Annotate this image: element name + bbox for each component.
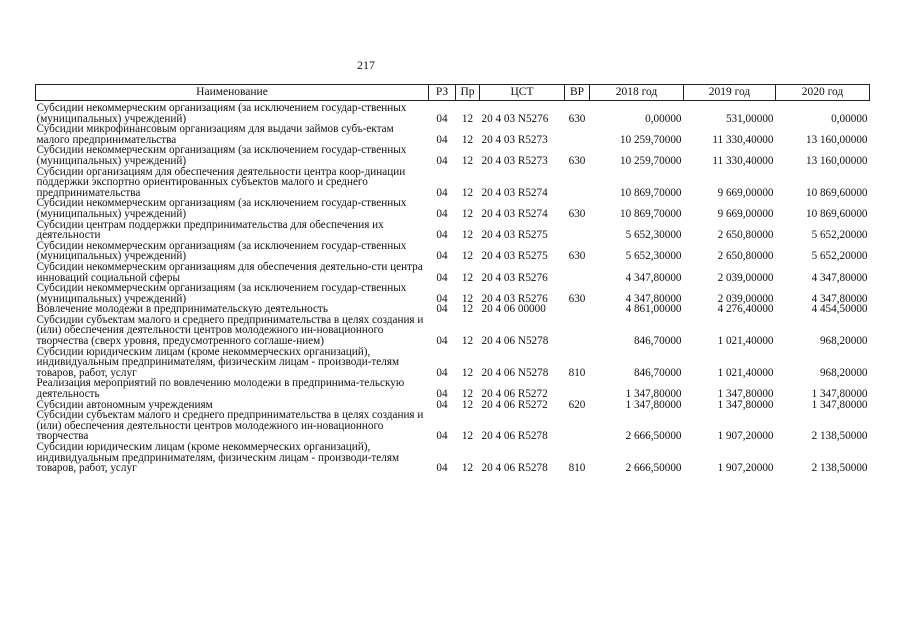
row-rz: 04 [436,133,448,146]
row-2020: 2 138,50000 [811,430,868,443]
row-name: Субсидии юридическим лицам (кроме некоммерческих организаций), индивидуальным предпринимателям, физическим лицам - производи-телям товаров, работ, услуг [36,345,400,379]
row-vr: 810 [568,366,586,379]
row-2019: 2 650,80000 [717,229,774,242]
row-vr [565,378,590,399]
row-pr: 12 [461,154,474,167]
table-row [36,241,870,262]
row-2018: 1 347,80000 [625,388,682,401]
row-2019: 1 347,80000 [717,398,774,411]
row-vr [565,315,590,347]
row-2020: 968,20000 [819,366,868,379]
row-2019: 531,00000 [725,112,774,125]
row-2020: 13 160,00000 [805,133,868,146]
row-2020: 5 652,20000 [811,250,868,263]
row-rz: 04 [436,388,448,401]
row-2019: 4 276,40000 [717,303,774,316]
row-2018: 5 652,30000 [625,250,682,263]
row-cst: 20 4 03 N5276 [481,112,549,125]
row-pr: 12 [461,430,474,443]
row-pr: 12 [461,388,474,401]
row-2019: 2 039,00000 [717,292,774,305]
table-row [36,198,870,219]
row-cst: 20 4 03 R5275 [481,229,548,242]
row-vr: 630 [568,154,586,167]
row-name: Субсидии некоммерческим организациям для обеспечения деятельно-сти центра инноваций социальной сферы [36,260,423,284]
row-cst: 20 4 03 R5274 [481,207,548,220]
row-2018: 4 861,00000 [625,303,682,316]
row-vr: 630 [568,207,586,220]
row-name: Субсидии субъектам малого и среднего предпринимательства в целях создания и (или) обеспечения деятельности центров молодежного ин-новационного творчества (сверх уровня, предусмотренного соглаше-нием) [36,313,424,348]
row-2018: 4 347,80000 [625,292,682,305]
row-vr [565,262,590,283]
row-rz: 04 [436,430,448,443]
row-2020: 2 138,50000 [811,462,868,475]
row-2018: 10 869,70000 [619,207,682,220]
row-pr: 12 [461,303,474,316]
row-rz: 04 [436,229,448,242]
header-vr: ВР [565,85,590,101]
row-vr [565,304,590,315]
row-name: Субсидии юридическим лицам (кроме некоммерческих организаций), индивидуальным предпринимателям, физическим лицам - производи-телям товаров, работ, услуг [36,441,400,475]
table-row [36,410,870,442]
row-name: Субсидии автономным учреждениям [36,398,213,411]
row-2020: 5 652,20000 [811,229,868,242]
row-2019: 9 669,00000 [717,207,774,220]
row-vr: 630 [568,250,586,263]
row-pr: 12 [461,112,474,125]
row-2020: 4 347,80000 [811,292,868,305]
row-rz: 04 [436,462,448,475]
row-2020: 1 347,80000 [811,388,868,401]
row-2019: 2 650,80000 [717,250,774,263]
row-2020: 13 160,00000 [805,154,868,167]
row-2018: 846,70000 [633,366,682,379]
row-vr: 620 [568,398,586,411]
row-2018: 10 259,70000 [619,133,682,146]
row-rz: 04 [436,207,448,220]
row-name: Субсидии некоммерческим организациям (за исключением государ-ственных (муниципальных) учреждений) [36,239,407,263]
row-name: Вовлечение молодежи в предпринимательскую деятельность [36,303,328,316]
row-2018: 10 259,70000 [619,154,682,167]
row-cst: 20 4 06 R5272 [481,388,548,401]
row-2020: 4 347,80000 [811,271,868,284]
header-rz: РЗ [429,85,456,101]
row-name: Субсидии микрофинансовым организациям для выдачи займов субъ-ектам малого предпринимательства [36,123,394,146]
table-row [36,315,870,347]
row-2020: 1 347,80000 [811,398,868,411]
page-number: 217 [357,58,375,72]
table-row [36,167,870,199]
row-name: Реализация мероприятий по вовлечению молодежи в предпринима-тельскую деятельность [36,377,405,401]
row-2020: 10 869,60000 [805,186,868,199]
row-2020: 4 454,50000 [811,303,868,316]
row-rz: 04 [436,292,448,305]
row-vr [565,167,590,199]
row-vr [565,410,590,442]
row-pr: 12 [461,292,474,305]
table-row [36,378,870,399]
row-2018: 4 347,80000 [625,271,682,284]
header-cst: ЦСТ [480,85,565,101]
row-name: Субсидии организациям для обеспечения деятельности центра коор-динации поддержки экспортно ориентированных субъектов малого и среднего предпринимательства [36,165,406,199]
row-pr: 12 [461,335,474,348]
row-pr: 12 [461,186,474,199]
table-row [36,262,870,283]
row-2019: 1 907,20000 [717,430,774,443]
header-pr: Пр [456,85,480,101]
table-row [36,283,870,304]
table-header-row [36,85,870,101]
row-2019: 9 669,00000 [717,186,774,199]
row-pr: 12 [461,271,474,284]
row-2019: 1 021,40000 [717,366,774,379]
table-row [36,347,870,379]
row-cst: 20 4 03 R5273 [481,133,548,146]
row-2019: 1 347,80000 [717,388,774,401]
row-rz: 04 [436,366,448,379]
row-2018: 10 869,70000 [619,186,682,199]
row-pr: 12 [461,462,474,475]
row-cst: 20 4 06 N5278 [481,335,549,348]
table-row [36,442,870,474]
row-vr: 810 [568,462,586,475]
header-name: Наименование [36,85,429,101]
row-2018: 2 666,50000 [625,462,682,475]
row-rz: 04 [436,112,448,125]
row-2019: 2 039,00000 [717,271,774,284]
row-rz: 04 [436,154,448,167]
row-2019: 11 330,40000 [712,154,774,167]
row-2020: 0,00000 [831,112,868,125]
row-cst: 20 4 06 R5272 [481,398,548,411]
row-cst: 20 4 03 R5275 [481,250,548,263]
row-name: Субсидии некоммерческим организациям (за исключением государ-ственных (муниципальных) учреждений) [36,282,407,305]
row-rz: 04 [436,303,448,316]
row-name: Субсидии некоммерческим организациям (за исключением государ-ственных (муниципальных) учреждений) [36,197,407,220]
table-row [36,101,870,125]
budget-table [35,84,870,474]
row-pr: 12 [461,398,474,411]
row-2018: 1 347,80000 [625,398,682,411]
row-pr: 12 [461,366,474,379]
row-rz: 04 [436,271,448,284]
row-cst: 20 4 03 R5276 [481,292,548,305]
row-rz: 04 [436,398,448,411]
row-name: Субсидии субъектам малого и среднего предпринимательства в целях создания и (или) обеспечения деятельности центров молодежного ин-новационного творчества [36,409,424,443]
row-rz: 04 [436,186,448,199]
row-vr: 630 [568,112,586,125]
row-cst: 20 4 06 R5278 [481,462,548,475]
row-2019: 1 907,20000 [717,462,774,475]
row-name: Субсидии некоммерческим организациям (за исключением государ-ственных (муниципальных) учреждений) [36,144,407,167]
row-vr [565,220,590,241]
row-cst: 20 4 03 R5276 [481,271,548,284]
header-2018: 2018 год [590,85,684,101]
row-2018: 5 652,30000 [625,229,682,242]
row-pr: 12 [461,133,474,146]
row-2019: 11 330,40000 [712,133,774,146]
row-2018: 0,00000 [645,112,682,125]
row-pr: 12 [461,250,474,263]
row-rz: 04 [436,250,448,263]
table-row [36,145,870,166]
row-rz: 04 [436,335,448,348]
row-2019: 1 021,40000 [717,335,774,348]
header-2020: 2020 год [776,85,870,101]
row-cst: 20 4 06 00000 [481,303,546,316]
row-2020: 10 869,60000 [805,207,868,220]
row-2018: 846,70000 [633,335,682,348]
row-name: Субсидии некоммерческим организациям (за исключением государ-ственных (муниципальных) учреждений) [36,102,407,125]
row-cst: 20 4 06 N5278 [481,366,549,379]
row-2018: 2 666,50000 [625,430,682,443]
row-cst: 20 4 03 R5274 [481,186,548,199]
row-pr: 12 [461,207,474,220]
row-cst: 20 4 03 R5273 [481,154,548,167]
table-row [36,124,870,145]
row-2020: 968,20000 [819,335,868,348]
row-vr: 630 [568,292,586,305]
table-row [36,220,870,241]
row-pr: 12 [461,229,474,242]
row-cst: 20 4 06 R5278 [481,430,548,443]
row-vr [565,124,590,145]
header-2019: 2019 год [684,85,776,101]
row-name: Субсидии центрам поддержки предпринимательства для обеспечения их деятельности [36,218,384,242]
